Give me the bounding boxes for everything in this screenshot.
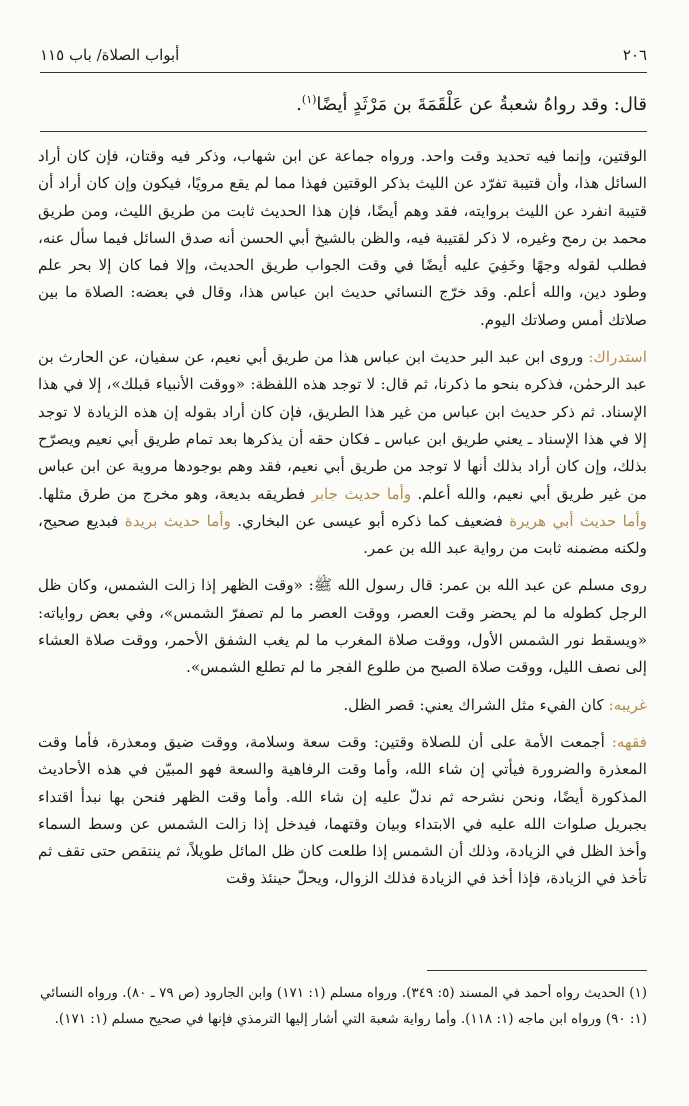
running-title: أبواب الصلاة/ باب ١١٥ — [40, 46, 180, 64]
paragraph-fiqh: فقهه: أجمعت الأمة على أن للصلاة وقتين: وقت سعة وسلامة، ووقت ضيق ومعذرة، فأما وقت المعذرة والضرورة فيأتي إن شاء الله، وأما وقت الرفاهية والسعة فهو المبيّن في هذه الأحاديث المذكورة أيضًا، ونحن نشرحه ثم ندلّ عليه إن شاء الله. وأما وقت الظهر فنحن بها نبدأ اقتداء بجبريل صلوات الله عليه في الابتداء وبيان وقتهما، فيدخل إذا زالت الشمس عن وسط السماء وأخذ الظل في الزيادة، وذلك أن الشمس إذا طلعت كان ظل المائل طويلاً، ثم ينتقص حتى تقف ثم تأخذ في الزيادة، فإذا أخذ في الزيادة فذلك الزوال، ويحلّ حينئذ وقت — [38, 732, 647, 888]
page-number: ٢٠٦ — [622, 46, 647, 64]
header-divider — [40, 72, 647, 73]
keyword-burayda: وأما حديث بريدة — [124, 511, 238, 530]
section-label-fiqh: فقهه: — [611, 732, 647, 751]
keyword-jabir: وأما حديث جابر — [311, 484, 418, 503]
paragraph-gharib: غريبه: كان الفيء مثل الشراك يعني: قصر الظل. — [343, 695, 647, 714]
footnote: (١) الحديث رواه أحمد في المسند (٥: ٣٤٩). ورواه مسلم (١: ١٧١) وابن الجارود (ص ٧٩ ـ ٨٠). ورواه النسائي (١: ٩٠) ورواه ابن ماجه (١: ١١٨). وأما رواية شعبة التي أشار إليها الترمذي فإنها في صحيح مسلم (١: ١٧١). — [40, 985, 648, 1027]
keyword-abu-hurayra: وأما حديث أبي هريرة — [509, 511, 647, 530]
section-label-istidrak: استدراك: — [588, 348, 647, 367]
footnote-ref: (١) — [301, 93, 317, 106]
page-header — [40, 40, 647, 70]
paragraph-1: الوقتين، وإنما فيه تحديد وقت واحد. ورواه جماعة عن ابن شهاب، وذكر فيه وقتان، فإن كان أراد السائل هذا، وأن قتيبة تفرّد عن الليث بذكر الوقتين فهذا مما لم يقع مرويًا، فيكون وإن كان أراد أن قتيبة انفرد عن الليث بروايته، فقد وهم أيضًا، فإن هذا الحديث ثابت من طريق الليث، ومن طريق محمد بن رمح وغيره، لا ذكر لقتيبة فيه، والظن بالشيخ أبي الحسن أنه صدق السائل فيما سأل عنه، فطلب لقوله وجهًا وخَفِيَ عليه أيضًا في وقت الجواب طريق الحديث، وإلا فما كان إلا بحر علم وطود دين، والله أعلم. وقد خرّج النسائي حديث ابن عباس هذا، وقال في بعضه: الصلاة ما بين صلاتك أمس وصلاتك اليوم. — [38, 147, 647, 329]
paragraph-muslim: روى مسلم عن عبد الله بن عمر: قال رسول الله ﷺ: «وقت الظهر إذا زالت الشمس، وكان ظل الرجل كطوله ما لم يحضر وقت العصر، ووقت العصر ما لم تصفرّ الشمس»، وفي بعض رواياته: «ويسقط نور الشمس الأول، ووقت صلاة المغرب ما لم يغب الشفق الأحمر، ووقت صلاة العشاء إلى نصف الليل، ووقت صلاة الصبح من طلوع الفجر ما لم تطلع الشمس». — [38, 576, 647, 677]
quote-text: قال: وقد رواهُ شعبةُ عن عَلْقَمَةَ بن مَرْثَدٍ أيضًا — [316, 94, 647, 115]
footnote-divider — [427, 970, 647, 971]
paragraph-istidrak: استدراك: وروى ابن عبد البر حديث ابن عباس هذا من طريق أبي نعيم، عن سفيان، عن الحارث بن عبد الرحمٰن، فذكره بنحو ما ذكرنا، ثم قال: لا توجد هذه اللفظة: «ووقت الأنبياء قبلك»، إلا في هذا الإسناد. ثم ذكر حديث ابن عباس من غير هذا الطريق، فإن كان أراد بقوله إن هذه الزيادة لا توجد إلا في هذا الإسناد ـ يعني طريق ابن عباس ـ فكان حقه أن يذكرها بعد تمام طريق أبي نعيم ويصرّح بذلك، وإن كان أراد بذلك أنها لا توجد من طريق أبي نعيم، فقد وهم بوجودها مروية عن ابن عباس من غير طريق أبي نعيم، والله أعلم. وأما حديث جابر فطريقه بديعة، وهو مخرج من طرق مثلها. وأما حديث أبي هريرة فضعيف كما ذكره أبو عيسى عن البخاري. وأما حديث بريدة فبديع صحيح، ولكنه مضمنه ثابت من رواية عبد الله بن عمر. — [38, 348, 647, 558]
section-label-gharib: غريبه: — [608, 695, 647, 714]
hadith-quote: قال: وقد رواهُ شعبةُ عن عَلْقَمَةَ بن مَرْثَدٍ أيضًا$^{(١)}$. — [296, 93, 647, 115]
quote-divider — [40, 131, 647, 132]
commentary-body — [38, 143, 647, 903]
